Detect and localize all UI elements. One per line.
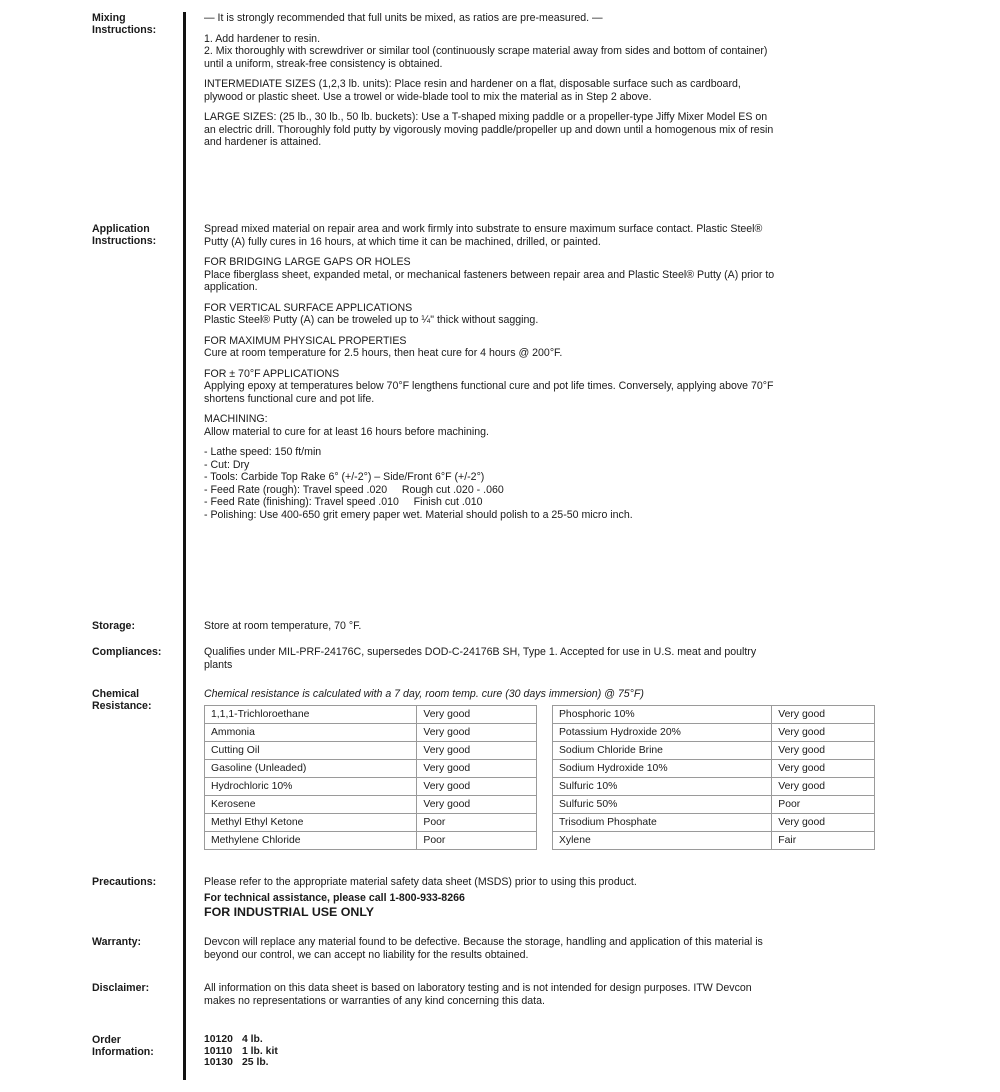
table-cell-value: Very good <box>772 724 875 742</box>
table-cell-value: Poor <box>417 832 537 850</box>
table-cell-value: Very good <box>772 706 875 724</box>
table-cell-name: Gasoline (Unleaded) <box>205 760 417 778</box>
table-cell-value: Fair <box>772 832 875 850</box>
table-cell-value: Very good <box>772 778 875 796</box>
vertical-heading: FOR VERTICAL SURFACE APPLICATIONS <box>204 301 413 314</box>
table-cell-name: 10110 <box>204 1045 233 1057</box>
table-cell-value: 25 lb. <box>242 1057 269 1068</box>
chemical-row <box>205 760 537 778</box>
storage-text: Store at room temperature, 70 °F. <box>204 620 362 632</box>
chemical-row <box>205 706 537 724</box>
table-cell-name: Xylene <box>553 832 772 850</box>
compliances-label: Compliances: <box>92 646 162 658</box>
table-cell-name: Ammonia <box>205 724 417 742</box>
chemical-row <box>553 724 875 742</box>
warranty-text: Devcon will replace any material found to be defective. Because the storage, handling and application of this material is beyond our control, we can accept no liability for the results obtained. <box>204 936 763 961</box>
table-cell-value: Very good <box>772 814 875 832</box>
mixing-step-2: 2. Mix thoroughly with screwdriver or similar tool (continuously scrape material away from sides and bottom of container) <box>204 45 768 57</box>
table-cell-name: 10130 <box>204 1057 233 1068</box>
order-row <box>204 1034 322 1046</box>
table-cell-name: Potassium Hydroxide 20% <box>553 724 772 742</box>
table-cell-name: 1,1,1-Trichloroethane <box>205 706 417 724</box>
chemical-row <box>205 742 537 760</box>
machining-item: - Polishing: Use 400-650 grit emery paper wet. Material should polish to a 25-50 micro inch. <box>204 508 633 521</box>
machining-item: - Lathe speed: 150 ft/min <box>204 446 322 458</box>
chemical-row <box>553 760 875 778</box>
compliances-text: Qualifies under MIL-PRF-24176C, supersedes DOD-C-24176B SH, Type 1. Accepted for use in U.S. meat and poultry plants <box>204 646 757 671</box>
table-cell-name: Sulfuric 10% <box>553 778 772 796</box>
table-cell-name: Sodium Chloride Brine <box>553 742 772 760</box>
table-cell-name: Methyl Ethyl Ketone <box>205 814 417 832</box>
maximum-heading: FOR MAXIMUM PHYSICAL PROPERTIES <box>204 334 407 347</box>
table-cell-name: Cutting Oil <box>205 742 417 760</box>
precautions-body <box>204 876 904 919</box>
table-cell-value: Very good <box>417 724 537 742</box>
chemical-label: Chemical Resistance: <box>92 688 152 712</box>
disclaimer-label: Disclaimer: <box>92 982 150 994</box>
table-cell-name: Sodium Hydroxide 10% <box>553 760 772 778</box>
table-cell-name: Hydrochloric 10% <box>205 778 417 796</box>
table-cell-value: Very good <box>417 760 537 778</box>
chemical-row <box>553 796 875 814</box>
vertical-divider <box>183 12 186 1080</box>
machining-item: - Cut: Dry <box>204 458 250 471</box>
table-cell-value: Poor <box>417 814 537 832</box>
table-cell-value: Very good <box>772 760 875 778</box>
storage-label: Storage: <box>92 620 135 632</box>
precautions-text: Please refer to the appropriate material safety data sheet (MSDS) prior to using this product. <box>204 876 637 888</box>
machining-item: - Feed Rate (rough): Travel speed .020 Rough cut .020 - .060 <box>204 483 504 496</box>
mixing-label: Mixing Instructions: <box>92 12 157 36</box>
chemical-row <box>553 742 875 760</box>
application-body: Spread mixed material on repair area and work firmly into substrate to ensure maximum surface contact. Plastic Steel® Putty (A) fully cures in 16 hours, at which time it can be machined, drilled, or painted. FOR BRIDGING LARGE GAPS OR HOLES Place fiberglass sheet, expanded metal, or mechanical fasteners between repair area and Plastic Steel® Putty (A) prior to application. FOR VERTICAL SURFACE APPLICATIONS Plastic Steel® Putty (A) can be troweled up to ¼" thick without sagging. FOR MAXIMUM PHYSICAL PROPERTIES Cure at room temperature for 2.5 hours, then heat cure for 4 hours @ 200°F. FOR ± 70°F APPLICATIONS Applying epoxy at temperatures below 70°F lengthens functional cure and pot life times. Conversely, applying above 70°F shortens functional cure and pot life. MACHINING: Allow material to cure for at least 16 hours before machining. - Lathe speed: 150 ft/min - Cut: Dry - Tools: Carbide Top Rake 6° (+/-2°) – Side/Front 6°F (+/-2°) - Feed Rate (rough): Travel speed .020 Rough cut .020 - .060 - Feed Rate (finishing): Travel speed .010 Finish cut .010 - Polishing: Use 400-650 grit emery paper wet. Material should polish to a 25-50 micro inch. <box>204 223 904 521</box>
mixing-step-2-cont: until a uniform, streak-free consistency is obtained. <box>204 57 443 70</box>
order-table <box>204 1034 322 1069</box>
mixing-body: — It is strongly recommended that full units be mixed, as ratios are pre-measured. — 1. Add hardener to resin. 2. Mix thoroughly with screwdriver or similar tool (continuously scrape material away from sides and bottom of container) until a uniform, streak-free consistency is obtained. INTERMEDIATE SIZES (1,2,3 lb. units): Place resin and hardener on a flat, disposable surface such as cardboard, plywood or plastic sheet. Use a trowel or wide-blade tool to mix the material as in Step 2 above. LARGE SIZES: (25 lb., 30 lb., 50 lb. buckets): Use a T-shaped mixing paddle or a propeller-type Jiffy Mixer Model ES on an electric drill. Thoroughly fold putty by vigorously moving paddle/propeller up and down until a homogenous mix of resin and hardener is attained. <box>204 12 904 149</box>
table-cell-value: Poor <box>772 796 875 814</box>
table-cell-name: Methylene Chloride <box>205 832 417 850</box>
table-cell-value: 4 lb. <box>242 1034 263 1045</box>
table-cell-name: Sulfuric 50% <box>553 796 772 814</box>
table-cell-value: Very good <box>417 706 537 724</box>
table-cell-name: Kerosene <box>205 796 417 814</box>
order-row <box>204 1046 322 1058</box>
chemical-row <box>205 814 537 832</box>
chemical-row <box>205 832 537 850</box>
chemical-row <box>553 778 875 796</box>
application-label: Application Instructions: <box>92 223 157 247</box>
chemical-row <box>205 796 537 814</box>
chemical-row <box>553 832 875 850</box>
precautions-label: Precautions: <box>92 876 157 888</box>
large-sizes: LARGE SIZES: (25 lb., 30 lb., 50 lb. buckets): Use a T-shaped mixing paddle or a propeller-type Jiffy Mixer Model ES on <box>204 111 768 123</box>
resistance-table-right <box>552 705 875 850</box>
chemical-row <box>205 778 537 796</box>
chemical-note: Chemical resistance is calculated with a 7 day, room temp. cure (30 days immersion) @ 75°F) <box>204 688 644 700</box>
table-cell-value: Very good <box>772 742 875 760</box>
chemical-row <box>553 814 875 832</box>
spread-text: Spread mixed material on repair area and work firmly into substrate to ensure maximum surface contact. Plastic Steel® <box>204 223 763 235</box>
chemical-row <box>205 724 537 742</box>
table-cell-value: 1 lb. kit <box>242 1045 278 1057</box>
warranty-label: Warranty: <box>92 936 142 948</box>
temp-heading: FOR ± 70°F APPLICATIONS <box>204 367 340 380</box>
mixing-intro: — It is strongly recommended that full units be mixed, as ratios are pre-measured. — <box>204 12 603 24</box>
machining-item: - Feed Rate (finishing): Travel speed .010 Finish cut .010 <box>204 496 483 508</box>
bridging-heading: FOR BRIDGING LARGE GAPS OR HOLES <box>204 256 411 268</box>
order-label: Order Information: <box>92 1034 154 1058</box>
table-cell-name: Trisodium Phosphate <box>553 814 772 832</box>
mixing-step-1: 1. Add hardener to resin. <box>204 32 321 45</box>
machining-item: - Tools: Carbide Top Rake 6° (+/-2°) – Side/Front 6°F (+/-2°) <box>204 471 485 483</box>
table-cell-name: Phosphoric 10% <box>553 706 772 724</box>
table-cell-value: Very good <box>417 796 537 814</box>
chemical-row <box>553 706 875 724</box>
disclaimer-text: All information on this data sheet is based on laboratory testing and is not intended for design purposes. ITW Devcon makes no representations or warranties of any kind concerning this data. <box>204 982 752 1007</box>
machining-heading: MACHINING: <box>204 413 268 425</box>
resistance-table-left <box>204 705 537 850</box>
tech-assistance: For technical assistance, please call 1-800-933-8266 <box>204 891 465 904</box>
table-cell-name: 10120 <box>204 1034 233 1045</box>
table-cell-value: Very good <box>417 778 537 796</box>
intermediate-sizes: INTERMEDIATE SIZES (1,2,3 lb. units): Place resin and hardener on a flat, disposable surface such as cardboard, <box>204 78 741 90</box>
table-cell-value: Very good <box>417 742 537 760</box>
order-row <box>204 1057 322 1069</box>
industrial-use: FOR INDUSTRIAL USE ONLY <box>204 905 375 919</box>
